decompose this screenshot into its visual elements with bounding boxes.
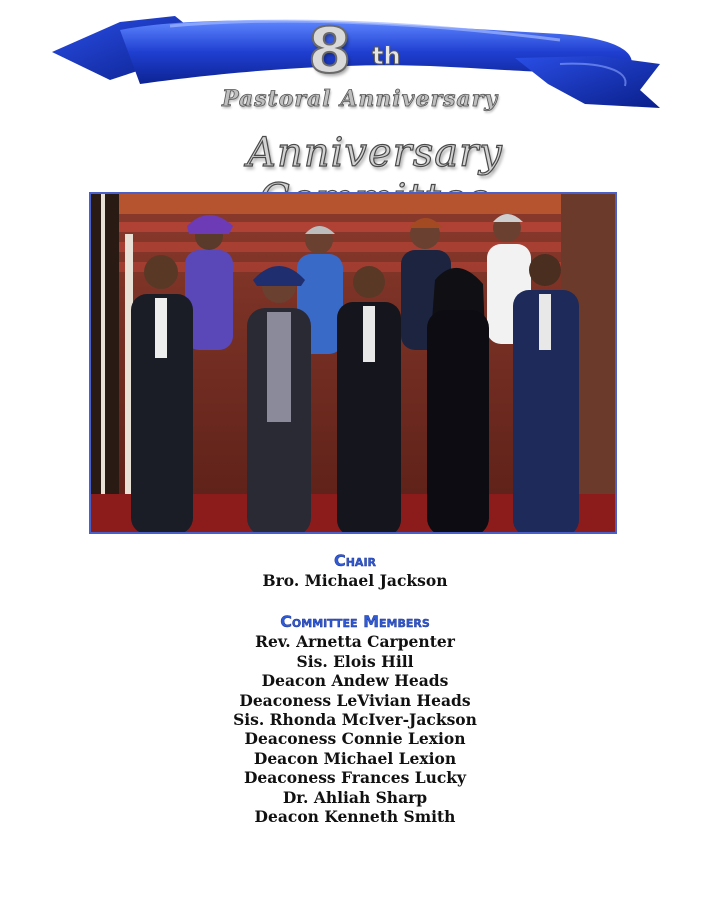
chair-name: Bro. Michael Jackson <box>262 571 448 590</box>
member-name: Sis. Rhonda McIver-Jackson <box>233 710 477 730</box>
group-photo-illustration <box>91 194 617 534</box>
anniversary-banner <box>0 0 710 200</box>
committee-group-photo <box>89 192 617 534</box>
member-name: Rev. Arnetta Carpenter <box>255 632 455 652</box>
member-name: Sis. Elois Hill <box>296 651 414 671</box>
pastoral-anniversary-subtitle: Pastoral Anniversary <box>221 86 499 112</box>
member-name: Deaconess Frances Lucky <box>243 768 467 788</box>
anniversary-number: 8 <box>308 14 352 87</box>
anniversary-suffix: th <box>372 42 401 70</box>
section-spacer <box>0 590 710 612</box>
member-name: Dr. Ahliah Sharp <box>282 787 428 807</box>
member-name: Deacon Andew Heads <box>261 671 449 691</box>
page-title: Anniversary <box>247 130 503 176</box>
member-name: Deacon Michael Lexion <box>253 748 457 768</box>
committee-roster <box>0 551 710 826</box>
member-name: Deaconess LeVivian Heads <box>239 690 471 710</box>
members-heading: Committee Members <box>280 612 430 632</box>
member-name: Deaconess Connie Lexion <box>244 729 466 749</box>
member-name: Deacon Kenneth Smith <box>254 807 456 827</box>
chair-heading: Chair <box>333 551 377 570</box>
